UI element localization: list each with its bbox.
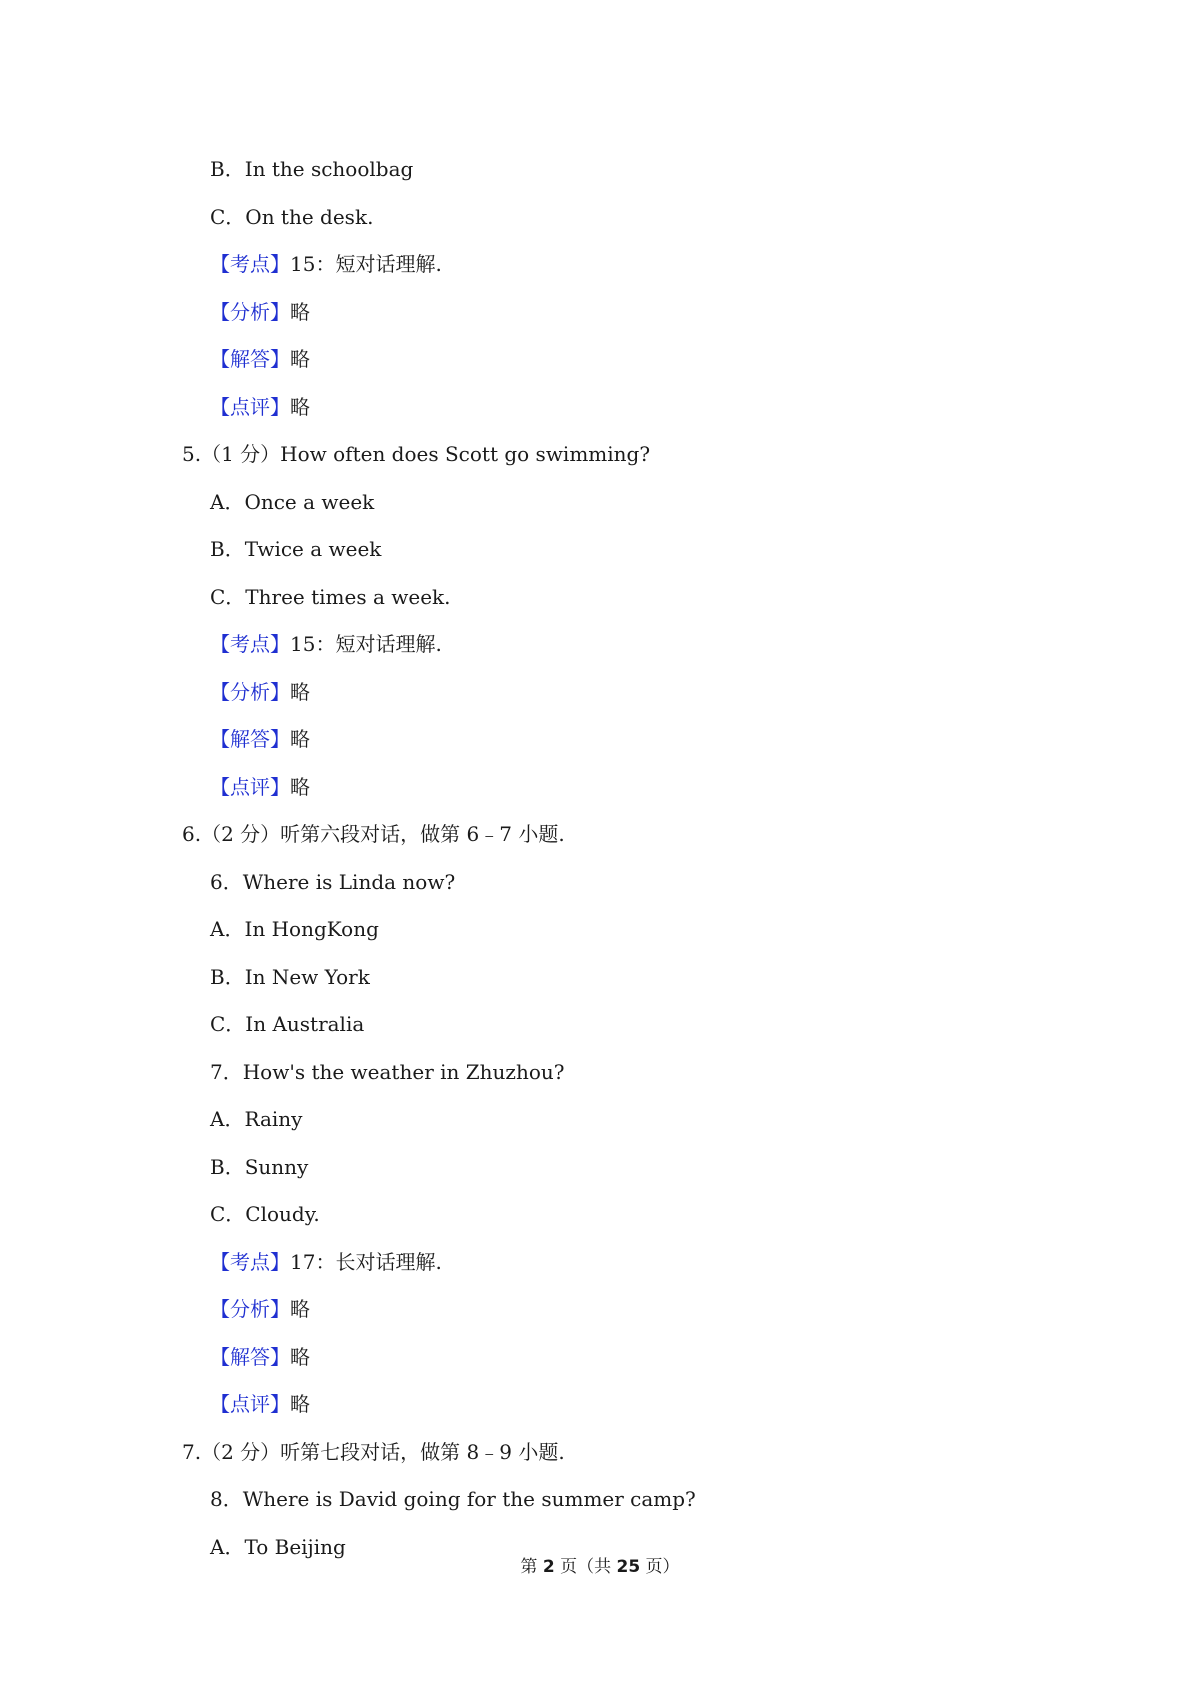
page-footer bbox=[0, 1555, 1200, 1579]
analysis-tag-label: 【考点】 bbox=[210, 1250, 290, 1274]
analysis-tag-label: 【分析】 bbox=[210, 300, 290, 324]
line-text: 略 bbox=[290, 1297, 310, 1321]
line-text: B．In New York bbox=[210, 965, 370, 989]
analysis-line bbox=[210, 631, 442, 657]
analysis-line bbox=[210, 1391, 310, 1417]
analysis-tag-label: 【点评】 bbox=[210, 1392, 290, 1416]
line-text: 略 bbox=[290, 680, 310, 704]
line-text: 略 bbox=[290, 727, 310, 751]
line-text: 15：短对话理解. bbox=[290, 252, 442, 276]
answer-option bbox=[210, 204, 373, 230]
line-text: 5.（1 分）How often does Scott go swimming? bbox=[182, 442, 651, 466]
analysis-line bbox=[210, 1344, 310, 1370]
question-heading bbox=[182, 441, 650, 467]
answer-option bbox=[210, 1201, 320, 1227]
analysis-line bbox=[210, 726, 310, 752]
analysis-line bbox=[210, 1249, 442, 1275]
line-text: B．Twice a week bbox=[210, 537, 382, 561]
analysis-tag-label: 【考点】 bbox=[210, 252, 290, 276]
answer-option bbox=[210, 869, 455, 895]
line-text: B．In the schoolbag bbox=[210, 157, 414, 181]
line-text: A．Rainy bbox=[210, 1107, 303, 1131]
line-text: 略 bbox=[290, 300, 310, 324]
answer-option bbox=[210, 916, 379, 942]
line-text: C．Cloudy. bbox=[210, 1202, 320, 1226]
analysis-line bbox=[210, 679, 310, 705]
line-text: 6.（2 分）听第六段对话，做第 6﹣7 小题. bbox=[182, 822, 565, 846]
answer-option bbox=[210, 1154, 308, 1180]
line-text: C．On the desk. bbox=[210, 205, 374, 229]
line-text: 略 bbox=[290, 775, 310, 799]
analysis-line bbox=[210, 299, 310, 325]
analysis-line bbox=[210, 251, 442, 277]
question-heading bbox=[182, 821, 565, 847]
line-text: 7．How's the weather in Zhuzhou? bbox=[210, 1060, 565, 1084]
line-text: 略 bbox=[290, 395, 310, 419]
analysis-tag-label: 【点评】 bbox=[210, 395, 290, 419]
footer-page-number: 2 bbox=[542, 1557, 555, 1577]
answer-option bbox=[210, 156, 413, 182]
line-text: B．Sunny bbox=[210, 1155, 309, 1179]
footer-prefix: 第 bbox=[520, 1557, 543, 1577]
footer-total-pages: 25 bbox=[616, 1557, 641, 1577]
answer-option bbox=[210, 584, 451, 610]
analysis-tag-label: 【解答】 bbox=[210, 1345, 290, 1369]
analysis-line bbox=[210, 346, 310, 372]
line-text: 略 bbox=[290, 347, 310, 371]
answer-option bbox=[210, 1106, 302, 1132]
analysis-tag-label: 【解答】 bbox=[210, 347, 290, 371]
answer-option bbox=[210, 489, 374, 515]
line-text: 17：长对话理解. bbox=[290, 1250, 442, 1274]
analysis-line bbox=[210, 774, 310, 800]
answer-option bbox=[210, 536, 381, 562]
line-text: A．Once a week bbox=[210, 490, 375, 514]
answer-option bbox=[210, 964, 370, 990]
line-text: 略 bbox=[290, 1345, 310, 1369]
analysis-tag-label: 【分析】 bbox=[210, 680, 290, 704]
answer-option bbox=[210, 1059, 564, 1085]
question-heading bbox=[182, 1439, 565, 1465]
analysis-tag-label: 【分析】 bbox=[210, 1297, 290, 1321]
line-text: 6．Where is Linda now? bbox=[210, 870, 456, 894]
footer-suffix: 页） bbox=[640, 1557, 680, 1577]
analysis-tag-label: 【考点】 bbox=[210, 632, 290, 656]
line-text: 略 bbox=[290, 1392, 310, 1416]
footer-middle: 页（共 bbox=[554, 1557, 617, 1577]
answer-option bbox=[210, 1486, 696, 1512]
analysis-line bbox=[210, 1296, 310, 1322]
line-text: A．To Beijing bbox=[210, 1535, 346, 1559]
line-text: 15：短对话理解. bbox=[290, 632, 442, 656]
line-text: 8．Where is David going for the summer camp? bbox=[210, 1487, 696, 1511]
line-text: C．Three times a week. bbox=[210, 585, 451, 609]
line-text: 7.（2 分）听第七段对话，做第 8﹣9 小题. bbox=[182, 1440, 565, 1464]
analysis-tag-label: 【点评】 bbox=[210, 775, 290, 799]
line-text: C．In Australia bbox=[210, 1012, 365, 1036]
analysis-line bbox=[210, 394, 310, 420]
analysis-tag-label: 【解答】 bbox=[210, 727, 290, 751]
line-text: A．In HongKong bbox=[210, 917, 379, 941]
answer-option bbox=[210, 1011, 364, 1037]
